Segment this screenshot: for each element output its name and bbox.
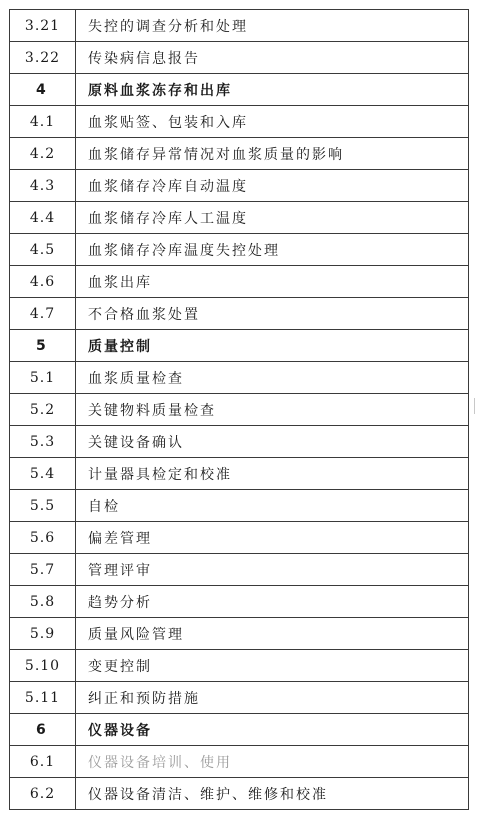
row-title: 趋势分析 [76, 586, 469, 618]
row-title: 质量风险管理 [76, 618, 469, 650]
row-number: 5.8 [10, 586, 76, 618]
row-number: 5.5 [10, 490, 76, 522]
table-row [10, 394, 469, 426]
table-row [10, 202, 469, 234]
row-number: 5.11 [10, 682, 76, 714]
row-number: 4.7 [10, 298, 76, 330]
table-row [10, 458, 469, 490]
row-number: 4.3 [10, 170, 76, 202]
table-row [10, 298, 469, 330]
table-row [10, 42, 469, 74]
table-row [10, 234, 469, 266]
row-number: 6.2 [10, 778, 76, 810]
row-number: 5 [10, 330, 76, 362]
row-number: 3.22 [10, 42, 76, 74]
table-row [10, 746, 469, 778]
table-row [10, 490, 469, 522]
row-number: 5.4 [10, 458, 76, 490]
table-row [10, 138, 469, 170]
row-title: 传染病信息报告 [76, 42, 469, 74]
row-title: 计量器具检定和校准 [76, 458, 469, 490]
row-number: 5.10 [10, 650, 76, 682]
row-number: 4.4 [10, 202, 76, 234]
row-number: 5.1 [10, 362, 76, 394]
row-number: 4.2 [10, 138, 76, 170]
table-row [10, 522, 469, 554]
row-title: 自检 [76, 490, 469, 522]
row-title: 偏差管理 [76, 522, 469, 554]
row-number: 5.2 [10, 394, 76, 426]
section-row [10, 74, 469, 106]
table-row [10, 586, 469, 618]
table-row [10, 106, 469, 138]
row-number: 5.6 [10, 522, 76, 554]
row-number: 6.1 [10, 746, 76, 778]
table-row [10, 362, 469, 394]
table-row [10, 170, 469, 202]
row-number: 5.3 [10, 426, 76, 458]
row-title: 质量控制 [76, 330, 469, 362]
row-title: 仪器设备清洁、维护、维修和校准 [76, 778, 469, 810]
row-title: 原料血浆冻存和出库 [76, 74, 469, 106]
table-row [10, 650, 469, 682]
row-number: 4.1 [10, 106, 76, 138]
document-page [9, 9, 469, 810]
row-title: 血浆储存冷库自动温度 [76, 170, 469, 202]
row-number: 3.21 [10, 10, 76, 42]
row-title: 仪器设备 [76, 714, 469, 746]
table-row [10, 778, 469, 810]
row-title: 变更控制 [76, 650, 469, 682]
table-row [10, 618, 469, 650]
row-title: 血浆出库 [76, 266, 469, 298]
row-number: 4.5 [10, 234, 76, 266]
table-row [10, 682, 469, 714]
row-title: 血浆储存冷库人工温度 [76, 202, 469, 234]
section-row [10, 330, 469, 362]
row-title: 纠正和预防措施 [76, 682, 469, 714]
table-row [10, 554, 469, 586]
row-title: 失控的调查分析和处理 [76, 10, 469, 42]
row-title: 血浆储存冷库温度失控处理 [76, 234, 469, 266]
row-title: 不合格血浆处置 [76, 298, 469, 330]
row-title: 血浆贴签、包装和入库 [76, 106, 469, 138]
table-row [10, 10, 469, 42]
table-of-contents [9, 9, 469, 810]
row-number: 4 [10, 74, 76, 106]
table-row [10, 426, 469, 458]
row-title: 关键设备确认 [76, 426, 469, 458]
row-title: 管理评审 [76, 554, 469, 586]
scan-edge-mark [474, 398, 478, 414]
row-number: 5.7 [10, 554, 76, 586]
toc-body [10, 10, 469, 810]
row-title: 仪器设备培训、使用 [76, 746, 469, 778]
row-number: 6 [10, 714, 76, 746]
row-number: 4.6 [10, 266, 76, 298]
row-number: 5.9 [10, 618, 76, 650]
section-row [10, 714, 469, 746]
table-row [10, 266, 469, 298]
row-title: 血浆储存异常情况对血浆质量的影响 [76, 138, 469, 170]
row-title: 关键物料质量检查 [76, 394, 469, 426]
row-title: 血浆质量检查 [76, 362, 469, 394]
